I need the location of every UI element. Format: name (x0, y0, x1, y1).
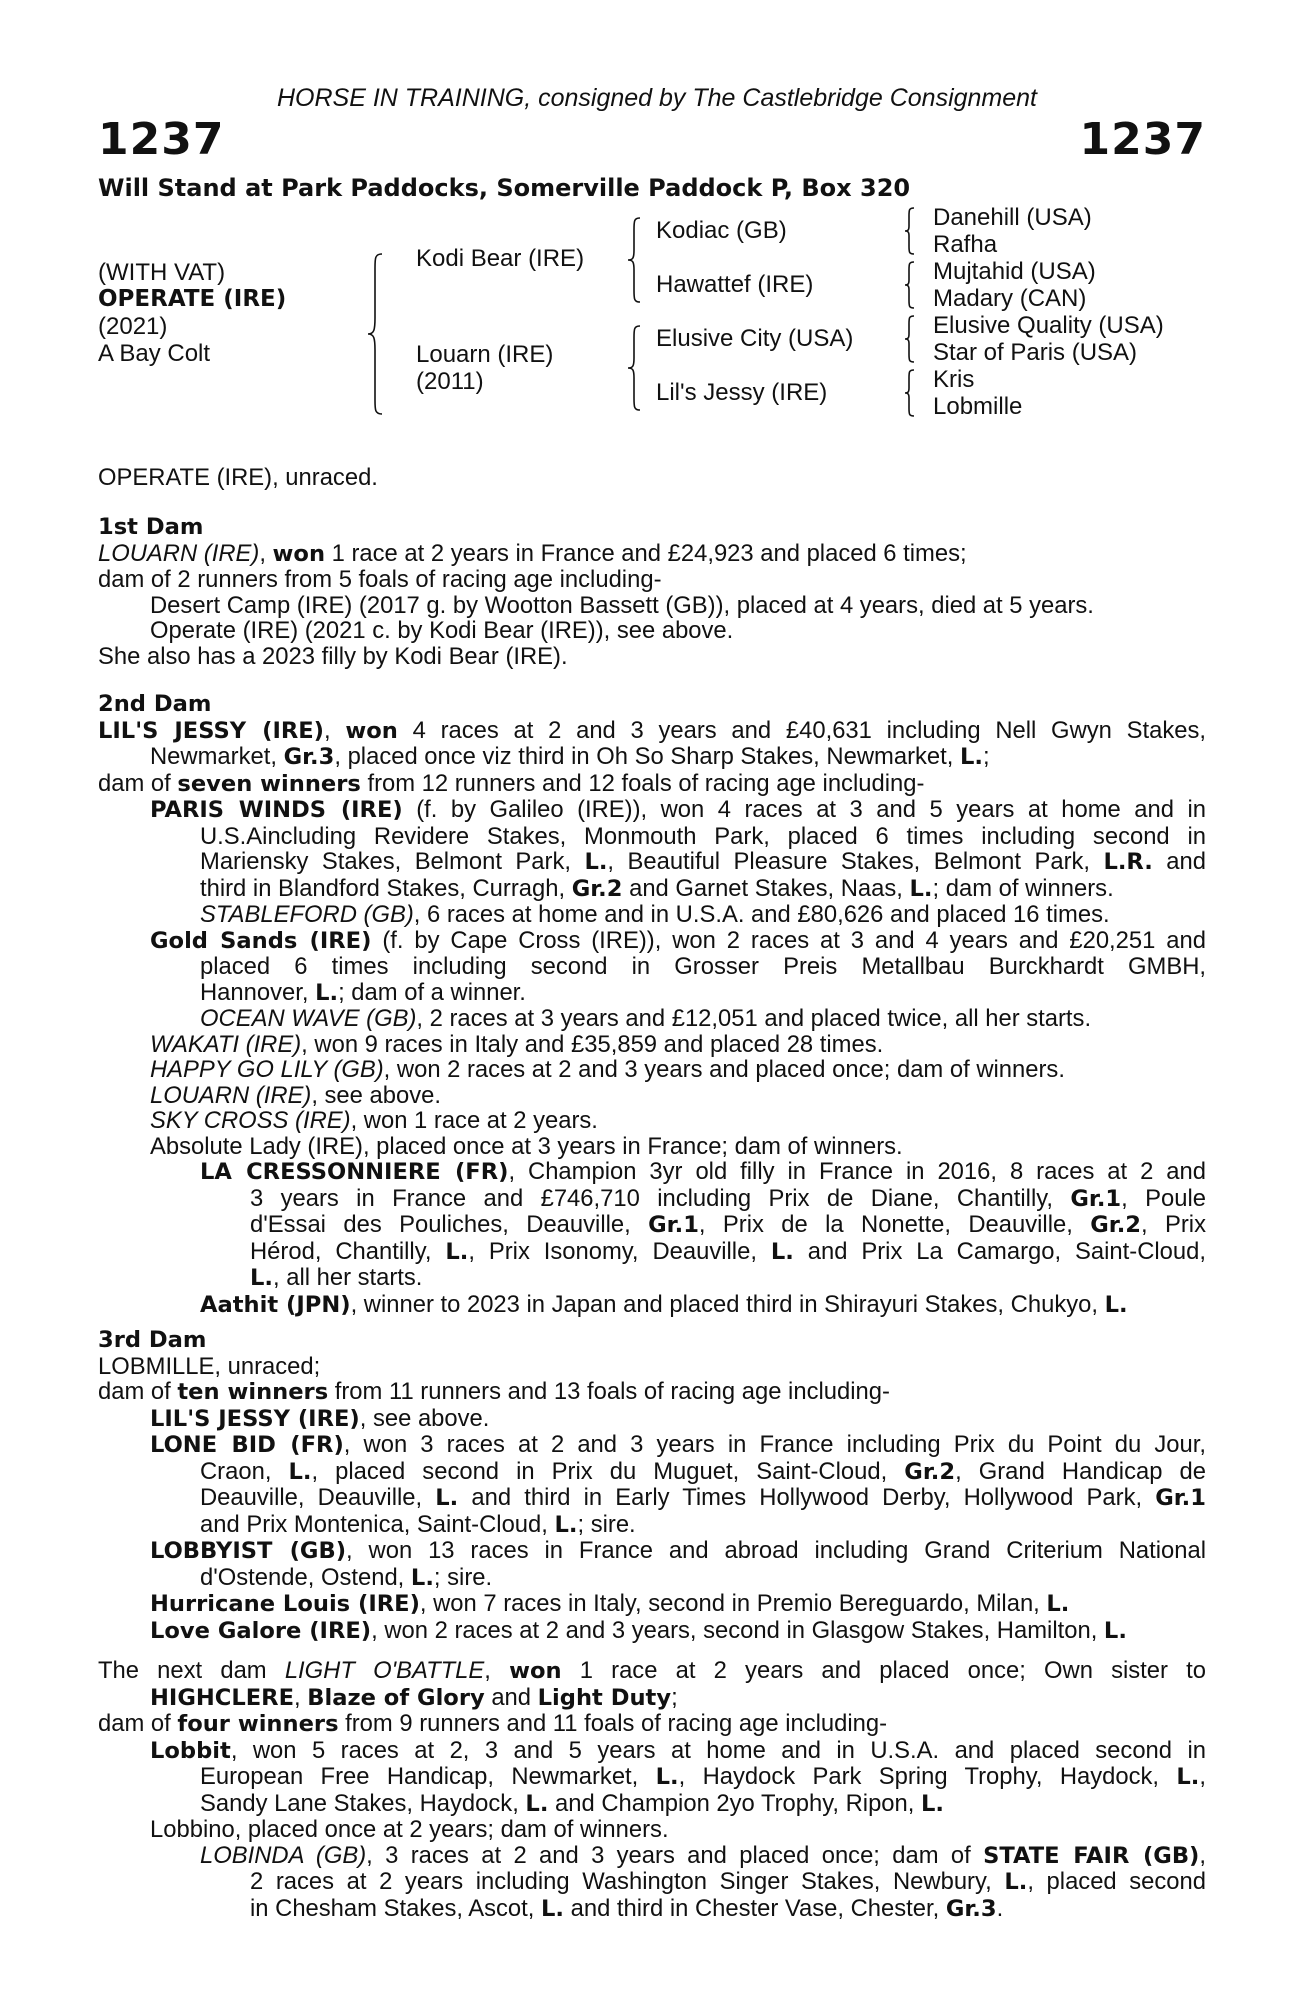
bold-run: Blaze of Glory (307, 1684, 485, 1711)
text-run: and third in Chester Vase, Chester, (563, 1894, 946, 1922)
g3-rafha: Rafha (933, 231, 998, 258)
text-run: and Prix La Camargo, Saint-Cloud, (793, 1237, 1206, 1265)
text-run: from 11 runners and 13 foals of racing age including- (328, 1378, 890, 1405)
text-run: Mariensky Stakes, Belmont Park, (200, 848, 585, 875)
text-run: , won 5 races at 2, 3 and 5 years at home and in U.S.A. and placed second in (230, 1736, 1206, 1764)
bracket-gen1 (372, 254, 392, 414)
text-line (98, 1212, 1206, 1239)
text-line: dam of 2 runners from 5 foals of racing age including- (98, 566, 662, 593)
text-line (98, 1057, 1206, 1083)
bold-run: L. (584, 849, 608, 875)
text-run: Sandy Lane Stakes, Haydock, (200, 1789, 526, 1817)
text-line (98, 771, 1206, 798)
bold-run: Light Duty (537, 1684, 672, 1711)
bold-run: LIL'S JESSY (IRE) (98, 717, 325, 744)
text-run: , won 2 races at 2 and 3 years and placed once; dam of winners. (383, 1056, 1065, 1083)
text-run: , won 7 races in Italy, second in Premio Bereguardo, Milan, (419, 1590, 1047, 1617)
first-dam-heading: 1st Dam (98, 514, 204, 540)
text-run: from 9 runners and 11 foals of racing age including- (338, 1710, 888, 1737)
text-run: , (324, 716, 346, 744)
text-run: and (484, 1683, 538, 1711)
text-run: , see above. (311, 1081, 441, 1109)
text-run: , Prix de la Nonette, Deauville, (698, 1211, 1091, 1238)
text-run: , Beautiful Pleasure Stakes, Belmont Park, (607, 848, 1104, 875)
produce-line: Desert Camp (IRE) (2017 g. by Wootton Bassett (GB)), placed at 4 years, died at 5 years. (150, 591, 1094, 619)
text-run: , all her starts. (272, 1264, 423, 1291)
text-line (98, 1685, 1206, 1712)
text-line (98, 1565, 1206, 1592)
text-line (98, 1843, 1206, 1870)
text-run: Newmarket, (150, 743, 284, 770)
bold-run: L. (959, 744, 983, 770)
text-run: d'Ostende, Ostend, (200, 1563, 411, 1591)
text-run: (f. by Cape Cross (IRE)), won 2 races at 3 and 4 years and £20,251 and (371, 926, 1206, 954)
text-run: , 6 races at home and in U.S.A. and £80,626 and placed 16 times. (413, 901, 1110, 928)
sire-name: Kodi Bear (IRE) (416, 245, 585, 272)
horse-year: (2021) (98, 313, 168, 340)
italic-run: HAPPY GO LILY (GB) (150, 1056, 384, 1083)
text-line (98, 1265, 1206, 1292)
text-run: . (996, 1894, 1004, 1922)
text-run: , won 13 races in France and abroad including Grand Criterium National (346, 1537, 1207, 1564)
bold-run: Gr.1 (1155, 1485, 1206, 1511)
bold-run: seven winners (177, 770, 361, 797)
text-run: and Garnet Stakes, Naas, (622, 874, 910, 902)
text-line (98, 928, 1206, 955)
text-run: , placed second in Prix du Muguet, Saint-Cloud, (311, 1457, 905, 1485)
bold-run: PARIS WINDS (IRE) (150, 797, 403, 823)
text-run: d'Essai des Pouliches, Deauville, (250, 1211, 649, 1238)
text-run: ; sire. (433, 1563, 493, 1591)
bold-run: Aathit (JPN) (200, 1291, 351, 1318)
g3-kris: Kris (933, 366, 975, 393)
text-line (98, 1006, 1206, 1032)
text-line (98, 1406, 1206, 1433)
intro-section (98, 465, 1206, 491)
text-line (98, 1512, 1206, 1539)
text-run: Hérod, Chantilly, (250, 1237, 446, 1265)
text-run: , (259, 539, 273, 567)
bold-run: four winners (177, 1711, 339, 1737)
dam-sire: Elusive City (USA) (656, 325, 854, 352)
text-run: , 3 races at 2 and 3 years and placed once; dam of (366, 1841, 984, 1869)
text-run: from 12 runners and 12 foals of racing age including- (360, 769, 925, 797)
bold-run: L. (288, 1458, 312, 1485)
text-run: , winner to 2023 in Japan and placed third in Shirayuri Stakes, Chukyo, (350, 1290, 1105, 1318)
italic-run: LIGHT O'BATTLE (284, 1657, 485, 1684)
bold-run: won (272, 540, 326, 567)
bold-run: LOBBYIST (GB) (150, 1538, 347, 1564)
bold-run: L. (541, 1895, 564, 1922)
text-run: 1 race at 2 years in France and £24,923 and placed 6 times; (325, 539, 967, 567)
first-dam-section (98, 515, 1206, 669)
italic-run: STABLEFORD (GB) (200, 901, 414, 928)
text-run: , won 3 races at 2 and 3 years in France including Prix du Point du Jour, (343, 1431, 1206, 1458)
text-run: , won 2 races at 2 and 3 years, second in Glasgow Stakes, Hamilton, (371, 1616, 1104, 1644)
text-line (98, 1239, 1206, 1266)
text-line (98, 1738, 1206, 1765)
text-run: and Champion 2yo Trophy, Ripon, (548, 1789, 921, 1817)
bracket-sire (630, 218, 650, 302)
second-dam-heading: 2nd Dam (98, 691, 212, 717)
bold-run: HIGHCLERE (150, 1684, 295, 1711)
text-run: Craon, (200, 1457, 289, 1485)
italic-run: LOBINDA (GB) (200, 1841, 367, 1869)
bold-run: Gr.3 (945, 1895, 997, 1922)
bold-run: STATE FAIR (GB) (983, 1842, 1200, 1869)
text-line (98, 902, 1206, 928)
bold-run: L. (250, 1265, 273, 1291)
text-line (98, 541, 1206, 568)
sire-dam: Hawattef (IRE) (656, 271, 814, 298)
text-run: dam of (98, 1710, 178, 1737)
dam-name: Louarn (IRE) (416, 341, 554, 368)
bold-run: L. (435, 1485, 459, 1511)
bold-run: L. (1104, 1291, 1128, 1318)
bold-run: ten winners (177, 1379, 329, 1405)
second-dam-section (98, 692, 1206, 1318)
text-run: , 2 races at 3 years and £12,051 and placed twice, all her starts. (416, 1005, 1092, 1032)
text-run: , Haydock Park Spring Trophy, Haydock, (678, 1763, 1177, 1790)
horse-description: A Bay Colt (98, 340, 211, 367)
text-run: , Champion 3yr old filly in France in 2016, 8 races at 2 and (508, 1158, 1206, 1185)
bold-run: L. (525, 1790, 549, 1817)
text-line (98, 1764, 1206, 1791)
bold-run: L. (1103, 1617, 1127, 1644)
intro-line: OPERATE (IRE), unraced. (98, 464, 378, 491)
consignment-line: HORSE IN TRAINING, consigned by The Castlebridge Consignment (276, 84, 1038, 112)
text-line (98, 1432, 1206, 1459)
text-line (98, 1459, 1206, 1486)
third-dam-heading: 3rd Dam (98, 1327, 207, 1353)
text-run: 4 races at 2 and 3 years and £40,631 including Nell Gwyn Stakes, (397, 716, 1206, 744)
text-line (98, 1159, 1206, 1186)
text-line (98, 1791, 1206, 1818)
dam-dam: Lil's Jessy (IRE) (656, 379, 828, 406)
horse-name: OPERATE (IRE) (98, 286, 287, 312)
stand-location: Will Stand at Park Paddocks, Somerville Paddock P, Box 320 (98, 174, 911, 202)
text-line (98, 1083, 1206, 1109)
bold-run: Gr.2 (1090, 1212, 1142, 1238)
text-run: 1 race at 2 years and placed once; Own sister to (561, 1657, 1206, 1684)
bracket-dam (630, 326, 650, 410)
text-line (98, 1711, 1206, 1738)
text-line: placed 6 times including second in Grosser Preis Metallbau Burckhardt GMBH, (200, 953, 1206, 980)
text-run: , Poule (1121, 1184, 1206, 1212)
text-run: 3 years in France and £746,710 including Prix de Diane, Chantilly, (250, 1184, 1071, 1212)
text-run: ; (982, 743, 990, 770)
text-run: and third in Early Times Hollywood Derby, Hollywood Park, (458, 1484, 1156, 1511)
bold-run: L. (410, 1564, 434, 1591)
g3-elusive-quality: Elusive Quality (USA) (933, 312, 1164, 339)
text-line (98, 1379, 1206, 1406)
bold-run: L. (655, 1764, 679, 1790)
text-run: , (1199, 1841, 1206, 1869)
text-line: Lobbino, placed once at 2 years; dam of winners. (150, 1816, 669, 1843)
bold-run: L. (921, 1790, 944, 1817)
text-run: , Grand Handicap de (955, 1457, 1206, 1485)
bold-run: Gr.2 (571, 875, 623, 902)
italic-run: OCEAN WAVE (GB) (200, 1005, 417, 1032)
text-run: , placed once viz third in Oh So Sharp Stakes, Newmarket, (334, 743, 960, 770)
text-line (98, 1032, 1206, 1058)
g3-lobmille: Lobmille (933, 393, 1023, 420)
bold-run: Gold Sands (IRE) (150, 927, 372, 954)
bold-run: L. (1176, 1764, 1200, 1790)
text-run: and (1152, 848, 1206, 875)
bold-run: LIL'S JESSY (IRE) (150, 1405, 360, 1432)
text-line (98, 1869, 1206, 1896)
text-run: 2 races at 2 years including Washington Singer Stakes, Newbury, (250, 1868, 1005, 1895)
text-line (98, 849, 1206, 876)
text-run: , (1199, 1763, 1206, 1790)
bold-run: won (345, 717, 398, 744)
bold-run: Gr.3 (283, 744, 335, 770)
text-run: , (484, 1657, 510, 1684)
vat-note: (WITH VAT) (98, 259, 226, 286)
text-run: , see above. (359, 1404, 490, 1432)
text-line (98, 1658, 1206, 1685)
text-run: in Chesham Stakes, Ascot, (250, 1894, 541, 1922)
text-line: Absolute Lady (IRE), placed once at 3 years in France; dam of winners. (150, 1132, 903, 1160)
bracket-g3-2 (905, 260, 919, 310)
bold-run: LONE BID (FR) (150, 1432, 344, 1458)
bracket-g3-3 (905, 314, 919, 364)
text-line (98, 1591, 1206, 1618)
text-line (98, 876, 1206, 903)
g3-danehill: Danehill (USA) (933, 204, 1092, 231)
bold-run: L. (770, 1238, 794, 1265)
bold-run: Gr.1 (1070, 1185, 1122, 1212)
bold-run: won (509, 1658, 562, 1684)
text-line (98, 1896, 1206, 1923)
bracket-g3-4 (905, 368, 919, 418)
bold-run: Gr.2 (904, 1458, 956, 1485)
text-line (98, 1108, 1206, 1134)
bold-run: Hurricane Louis (IRE) (150, 1591, 420, 1617)
bold-run: L. (554, 1511, 578, 1538)
g3-madary: Madary (CAN) (933, 285, 1087, 312)
text-line (98, 1485, 1206, 1512)
bold-run: L. (1046, 1591, 1070, 1617)
text-run: , Prix (1141, 1211, 1206, 1238)
text-line (98, 744, 1206, 771)
sire-sire: Kodiac (GB) (656, 217, 787, 244)
text-run: (f. by Galileo (IRE)), won 4 races at 3 and 5 years at home and in (402, 796, 1206, 823)
text-run: , won 9 races in Italy and £35,859 and placed 28 times. (301, 1030, 884, 1058)
text-run: ; dam of a winner. (338, 978, 526, 1006)
text-run: Deauville, Deauville, (200, 1484, 436, 1511)
text-line (98, 980, 1206, 1007)
text-run: ; dam of winners. (932, 874, 1114, 902)
bold-run: L. (909, 875, 933, 902)
text-run: third in Blandford Stakes, Curragh, (200, 874, 572, 902)
italic-run: WAKATI (IRE) (150, 1030, 302, 1058)
text-run: and Prix Montenica, Saint-Cloud, (200, 1510, 555, 1538)
bold-run: L. (1004, 1869, 1028, 1895)
text-run: European Free Handicap, Newmarket, (200, 1763, 656, 1790)
fourth-dam-section (98, 1658, 1206, 1922)
bold-run: L. (315, 979, 339, 1006)
text-line: LOBMILLE, unraced; (98, 1352, 321, 1380)
bracket-g3-1 (905, 206, 919, 256)
dam-year: (2011) (416, 368, 484, 395)
text-run: , Prix Isonomy, Deauville, (468, 1237, 771, 1265)
text-run: dam of (98, 1378, 178, 1405)
bold-run: Love Galore (IRE) (150, 1617, 372, 1644)
text-line (98, 1186, 1206, 1213)
text-line: U.S.Aincluding Revidere Stakes, Monmouth Park, placed 6 times including second in (200, 822, 1206, 850)
italic-run: LOUARN (IRE) (150, 1081, 312, 1109)
bold-run: L.R. (1103, 849, 1153, 875)
third-dam-section (98, 1328, 1206, 1644)
text-line (98, 797, 1206, 824)
g3-mujtahid: Mujtahid (USA) (933, 258, 1096, 285)
text-run: , (294, 1683, 308, 1711)
produce-line: Operate (IRE) (2021 c. by Kodi Bear (IRE)), see above. (150, 617, 734, 644)
text-line (98, 1292, 1206, 1319)
bold-run: Lobbit (150, 1737, 231, 1764)
dam-name-italic: LOUARN (IRE) (98, 539, 260, 567)
text-run: , placed second (1027, 1868, 1207, 1895)
bold-run: L. (445, 1238, 469, 1265)
text-line (98, 718, 1206, 745)
text-line: She also has a 2023 filly by Kodi Bear (IRE). (98, 642, 568, 670)
text-line (98, 1538, 1206, 1565)
text-run: Hannover, (200, 978, 316, 1006)
lot-number-right: 1237 (1079, 114, 1206, 165)
bold-run: Gr.1 (648, 1212, 699, 1238)
text-line (98, 1618, 1206, 1645)
lot-number-left: 1237 (98, 114, 225, 165)
text-run: The next dam (98, 1657, 285, 1684)
bold-run: LA CRESSONNIERE (FR) (200, 1159, 509, 1185)
g3-star-of-paris: Star of Paris (USA) (933, 339, 1138, 366)
text-run: , won 1 race at 2 years. (350, 1107, 598, 1134)
italic-run: SKY CROSS (IRE) (150, 1107, 351, 1134)
text-run: ; (671, 1683, 678, 1711)
text-run: dam of (98, 769, 178, 797)
text-run: ; sire. (577, 1510, 636, 1538)
